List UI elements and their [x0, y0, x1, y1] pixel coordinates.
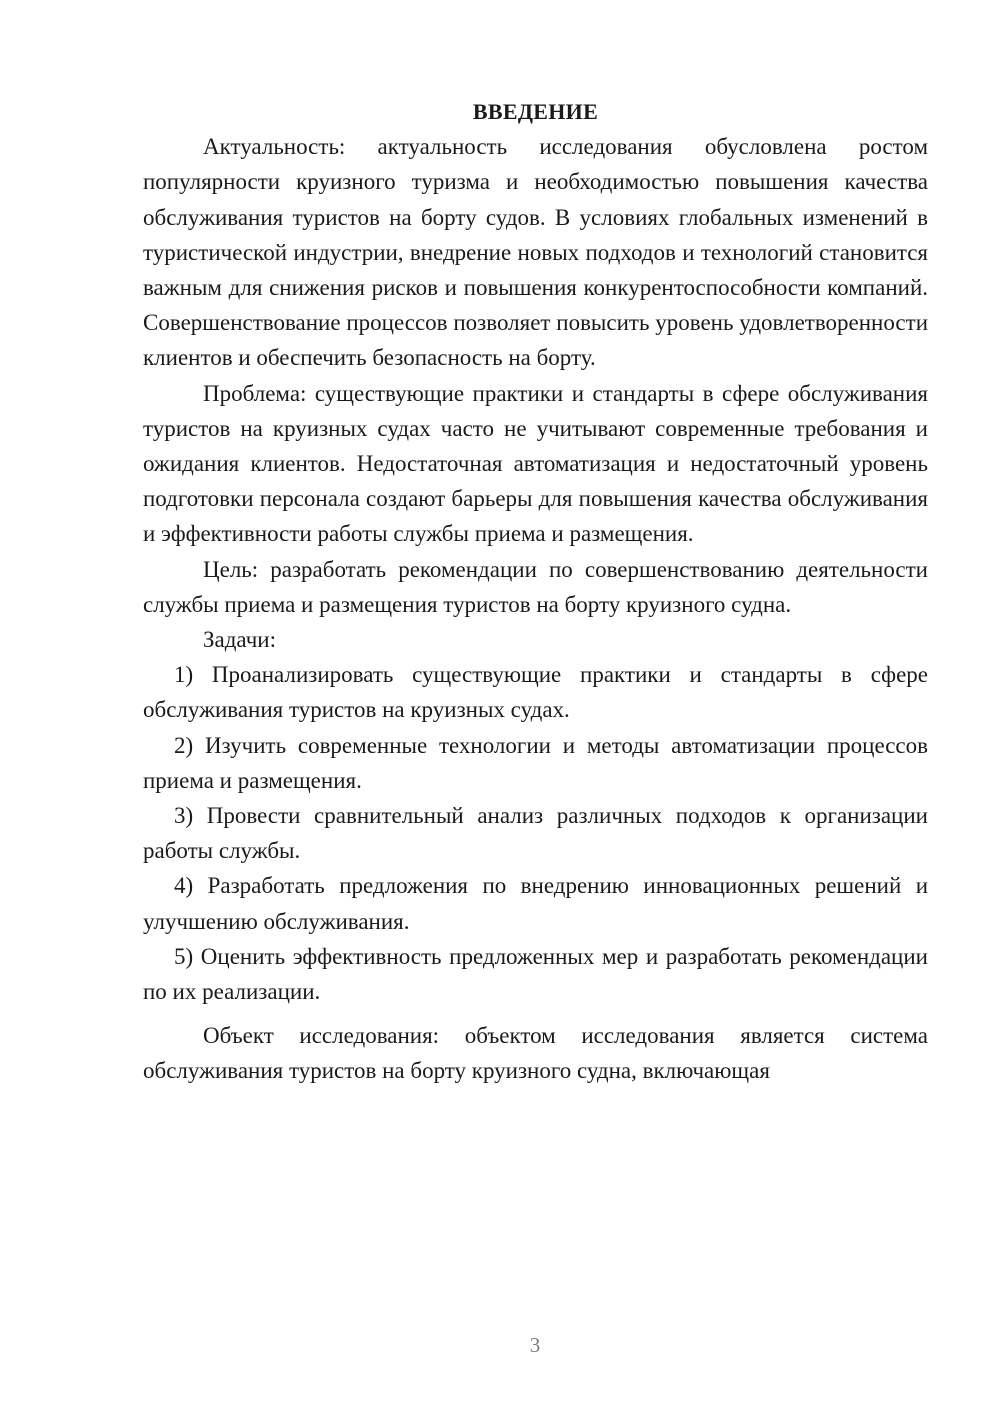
page-number: 3	[529, 1333, 541, 1357]
page-title: ВВЕДЕНИЕ	[472, 99, 599, 124]
task-item-3: 3) Провести сравнительный анализ различных подходов к организации работы службы.	[143, 803, 928, 864]
paragraph-relevance: Актуальность: актуальность исследования обусловлена ростом популярности круизного туризма и необходимостью повышения качества обслуживания туристов на борту судов. В условиях глобальных изменений в туристической индустрии, внедрение новых подходов и технологий становится важным для снижения рисков и повышения конкурентоспособности компаний. Совершенствование процессов позволяет повысить уровень удовлетворенности клиентов и обеспечить безопасность на борту.	[143, 134, 928, 371]
task-item-5: 5) Оценить эффективность предложенных мер и разработать рекомендации по их реализации.	[143, 943, 928, 1005]
task-item-2: 2) Изучить современные технологии и методы автоматизации процессов приема и размещения.	[143, 732, 928, 793]
paragraph-goal: Цель: разработать рекомендации по совершенствованию деятельности службы приема и размещения туристов на борту круизного судна.	[143, 556, 928, 617]
paragraph-object: Объект исследования: объектом исследования является система обслуживания туристов на борту круизного судна, включающая	[143, 1023, 928, 1084]
page-content	[143, 94, 928, 1089]
task-item-1: 1) Проанализировать существующие практики и стандарты в сфере обслуживания туристов на круизных судах.	[143, 662, 928, 723]
tasks-heading: Задачи:	[203, 627, 276, 653]
task-item-4: 4) Разработать предложения по внедрению инновационных решений и улучшению обслуживания.	[143, 873, 928, 934]
paragraph-problem: Проблема: существующие практики и стандарты в сфере обслуживания туристов на круизных судах часто не учитывают современные требования и ожидания клиентов. Недостаточная автоматизация и недостаточный уровень подготовки персонала создают барьеры для повышения качества обслуживания и эффективности работы службы приема и размещения.	[143, 380, 928, 547]
